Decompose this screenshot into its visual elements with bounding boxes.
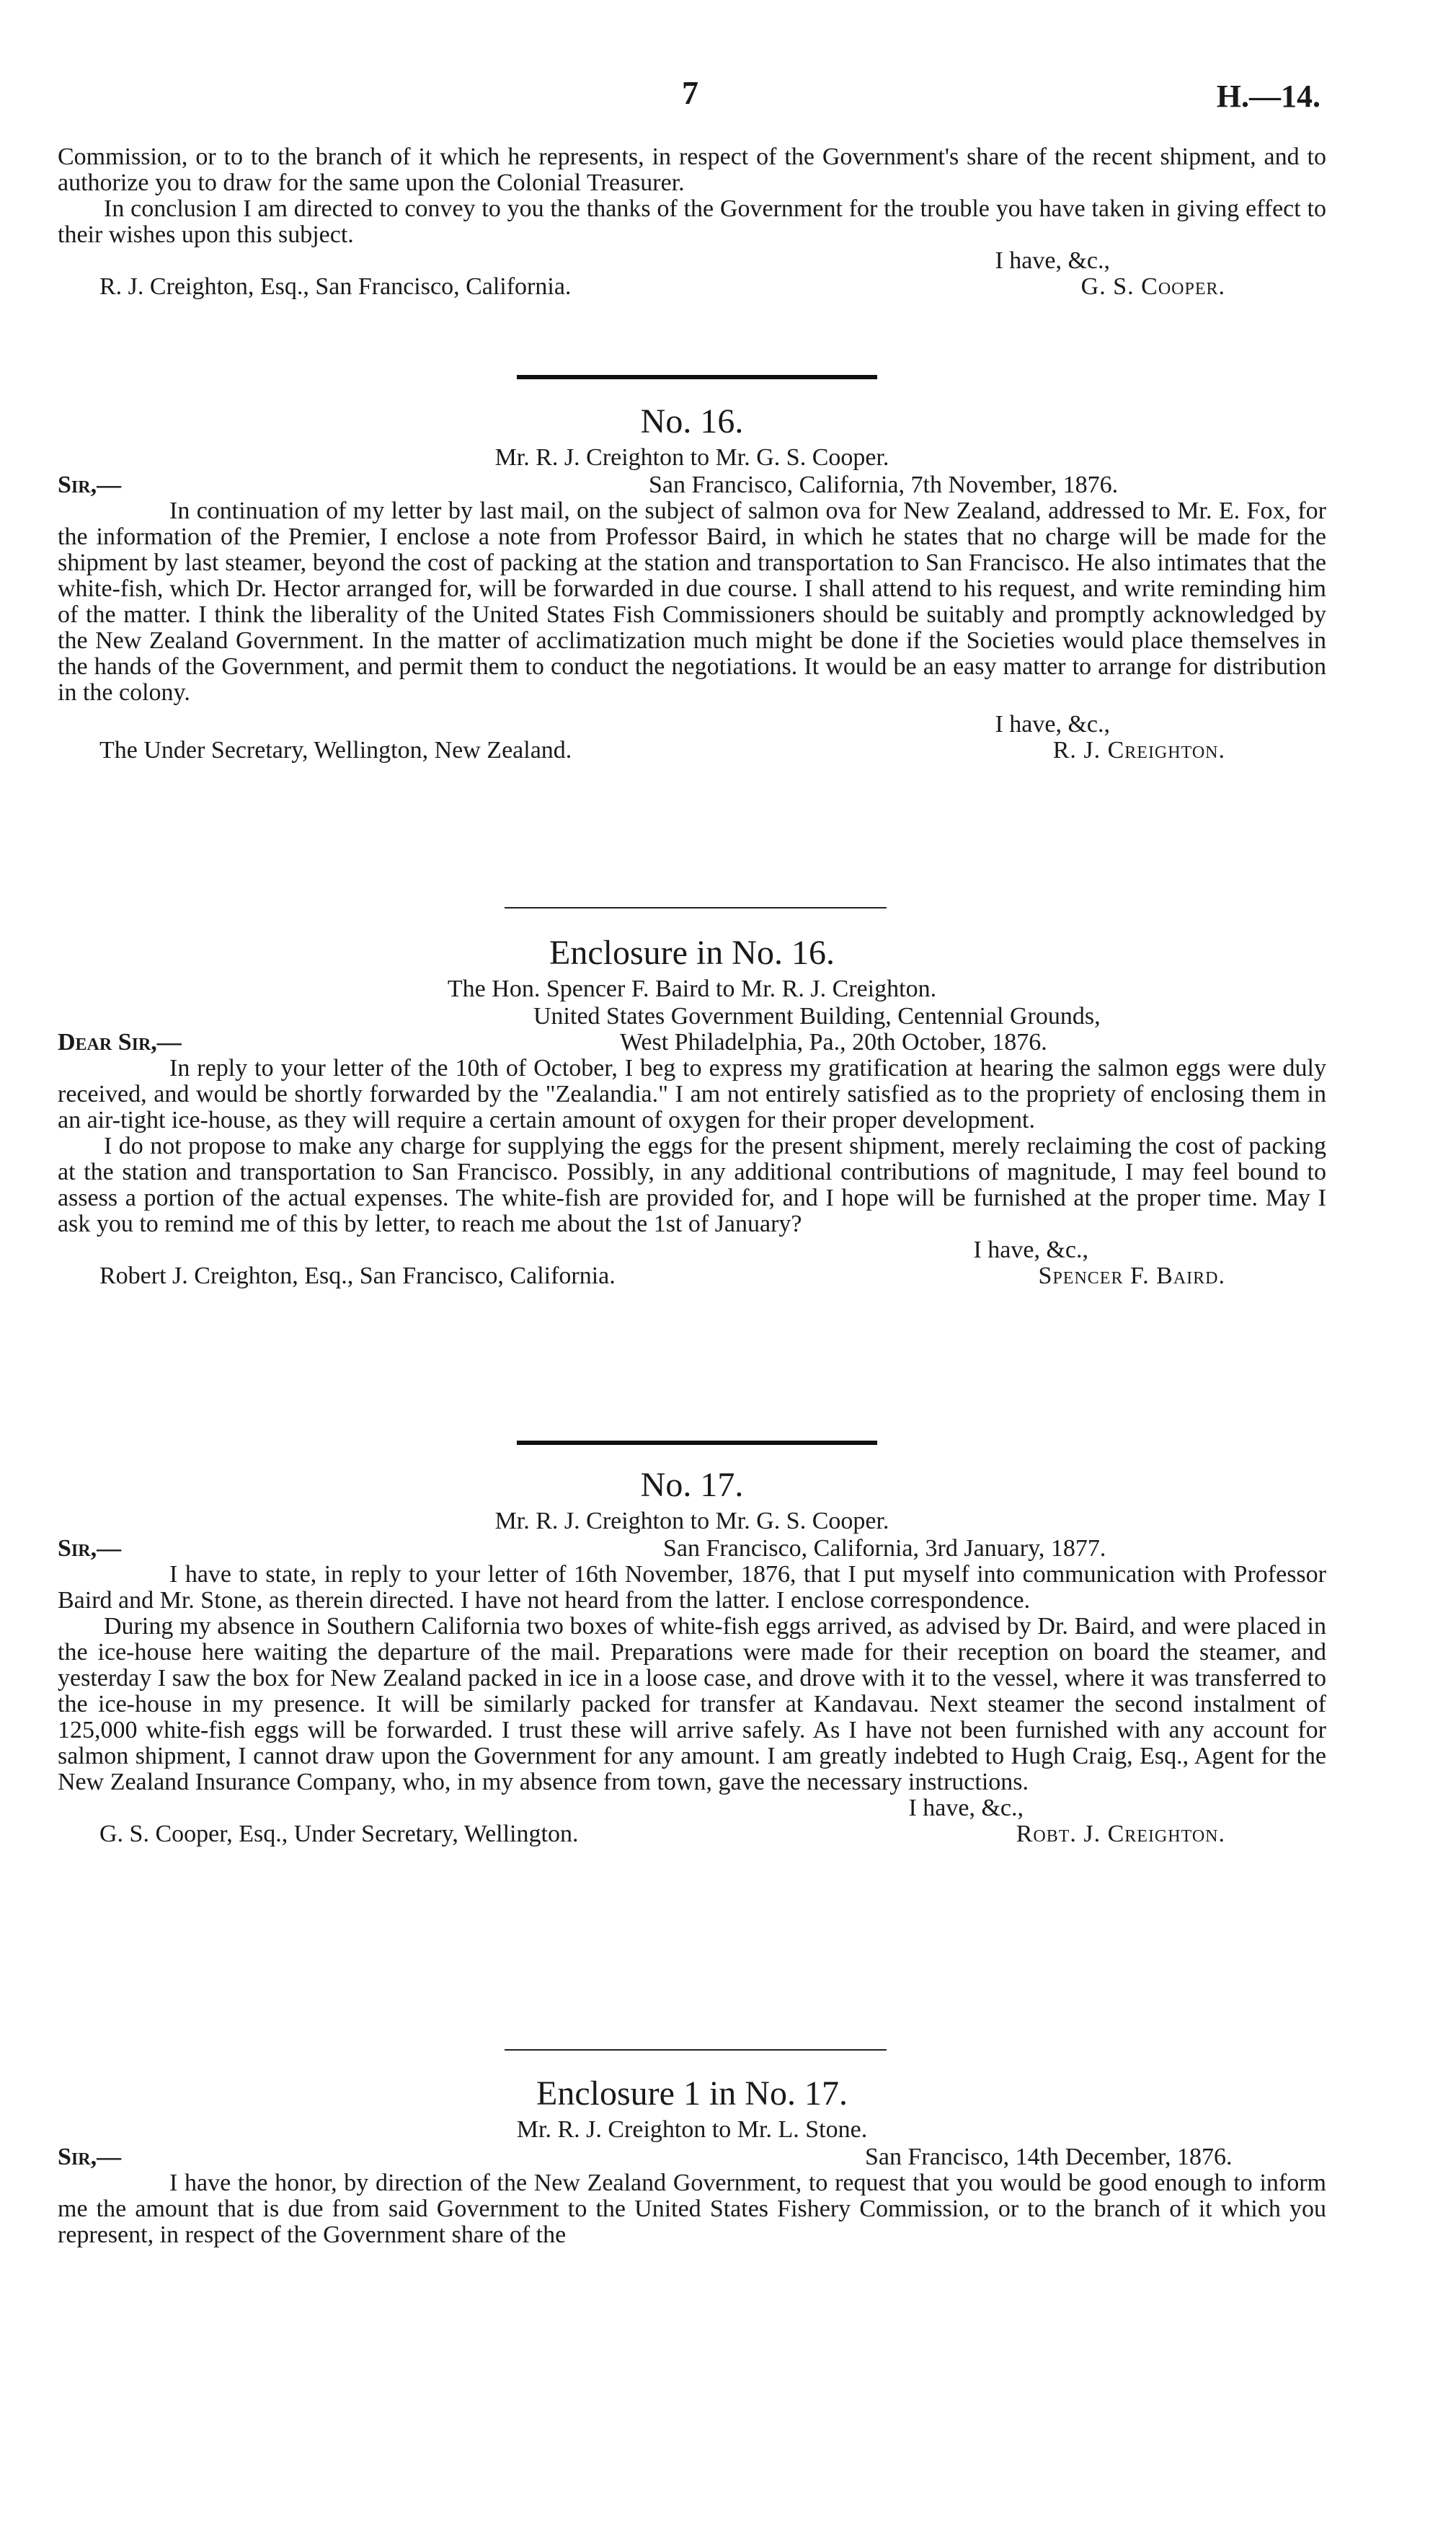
enc16-address-line2: West Philadelphia, Pa., 20th October, 1876. [620,1029,1047,1056]
section-divider-thick [517,375,877,379]
enc16-address-row [58,1004,1326,1030]
enc1-17-subtitle: Mr. R. J. Creighton to Mr. L. Stone. [516,2116,868,2143]
no17-title: No. 17. [640,1466,744,1504]
no16-subtitle: Mr. R. J. Creighton to Mr. G. S. Cooper. [494,444,889,471]
enc16-signature: Spencer F. Baird. [1038,1263,1225,1289]
no16-body: In continuation of my letter by last mail, on the subject of salmon ova for New Zealand, addressed to Mr. E. Fox, for the information of the Premier, I enclose a note from Professor Baird, in which he states that no charge will be made for the shipment by last steamer, beyond the cost of packing at the station and transportation to San Francisco. He also intimates that the white-fish, which Dr. Hector arranged for, will be forwarded in due course. I shall attend to his request, and write reminding him of the matter. I think the liberality of the United States Fish Commissioners should be suitably and promptly acknowledged by the New Zealand Government. In the matter of acclimatization much might be done if the Societies would place themselves in the hands of the Government, and permit them to conduct the negotiations. It would be an easy matter to arrange for distribution in the colony. [58,498,1326,706]
intro-paragraph-2: In conclusion I am directed to convey to you the thanks of the Government for the trouble you have taken in giving effect to their wishes upon this subject. [58,195,1326,248]
enclosure-no16 [58,932,1326,1289]
section-divider-thin [505,2049,887,2051]
section-divider-thick [517,1441,877,1445]
enc16-paragraph-1: In reply to your letter of the 10th of October, I beg to express my gratification at hearing the salmon eggs were duly received, and would be shortly forwarded by the "Zealandia." I am not entirely satisfied as to the propriety of enclosing them in an air-tight ice-house, as they will require a certain amount of oxygen for their proper development. [58,1055,1326,1133]
no17-signature-row [58,1821,1326,1847]
no17-paragraph-2: During my absence in Southern California two boxes of white-fish eggs arrived, as advised by Dr. Baird, and were placed in the ice-house here waiting the departure of the mail. Preparations were made for their reception on board the steamer, and yesterday I saw the box for New Zealand packed in ice in a loose case, and drove with it to the vessel, where it was transferred to the ice-house in my presence. It will be similarly packed for transfer at Kandavau. Next steamer the second instalment of 125,000 white-fish eggs will be forwarded. I trust these will arrive safely. As I have not been furnished with any account for salmon shipment, I cannot draw upon the Government for any amount. I am greatly indebted to Hugh Craig, Esq., Agent for the New Zealand Insurance Company, who, in my absence from town, gave the necessary instructions. [58,1613,1326,1795]
letter-no17 [58,1464,1326,1847]
no16-signature: R. J. Creighton. [1052,737,1225,764]
enclosure-1-no17 [58,2072,1326,2248]
no17-paragraph-1: I have to state, in reply to your letter of 16th November, 1876, that I put myself into communication with Professor Baird and Mr. Stone, as therein directed. I have not heard from the latter. I enclose correspondence. [58,1561,1326,1614]
no17-salutation: Sir,— [58,1535,122,1562]
intro-signature: G. S. Cooper. [1080,273,1225,300]
no16-addressee: The Under Secretary, Wellington, New Zealand. [99,737,572,764]
enc16-addressee: Robert J. Creighton, Esq., San Francisco, California. [99,1263,616,1289]
enc16-salutation: Dear Sir,— [58,1029,182,1056]
section-divider-thin [505,907,887,908]
enc1-17-body: I have the honor, by direction of the New Zealand Government, to request that you would be good enough to inform me the amount that is due from said Government to the United States Fishery Commission, or to the branch of it which you represent, in respect of the Government share of the [58,2170,1326,2248]
intro-section [58,144,1326,300]
enc16-salutation-row [58,1030,1326,1056]
no16-place-date: San Francisco, California, 7th November, 1876. [649,472,1119,498]
intro-closing: I have, &c., [995,247,1110,274]
enc16-closing: I have, &c., [973,1237,1088,1263]
enc16-signature-row [58,1263,1326,1289]
document-reference: H.—14. [1216,79,1320,114]
enc16-paragraph-2: I do not propose to make any charge for supplying the eggs for the present shipment, merely reclaiming the cost of packing at the station and transportation to San Francisco. Possibly, in any additional contributions of magnitude, I may feel bound to assess a portion of the actual expenses. The white-fish are provided for, and I hope will be furnished at the proper time. May I ask you to remind me of this by letter, to reach me about the 1st of January? [58,1133,1326,1237]
intro-addressee: R. J. Creighton, Esq., San Francisco, California. [99,273,572,300]
enc16-address-line1: United States Government Building, Centennial Grounds, [533,1003,1101,1030]
no17-closing: I have, &c., [908,1795,1024,1821]
no16-title: No. 16. [640,402,744,441]
intro-paragraph-1: Commission, or to to the branch of it which he represents, in respect of the Government's share of the recent shipment, and to authorize you to draw for the same upon the Colonial Treasurer. [58,143,1326,196]
enc1-17-place-date: San Francisco, 14th December, 1876. [865,2144,1233,2170]
enc1-17-title: Enclosure 1 in No. 17. [536,2074,848,2113]
intro-signature-row [58,274,1326,300]
page-number: 7 [682,74,698,111]
letter-no16 [58,400,1326,764]
no17-salutation-row [58,1536,1326,1562]
enc16-subtitle: The Hon. Spencer F. Baird to Mr. R. J. Creighton. [447,976,937,1002]
no17-place-date: San Francisco, California, 3rd January, 1877. [663,1535,1106,1562]
no17-addressee: G. S. Cooper, Esq., Under Secretary, Wellington. [99,1821,579,1847]
enc1-17-salutation: Sir,— [58,2144,122,2170]
no17-signature: Robt. J. Creighton. [1016,1821,1225,1847]
no17-subtitle: Mr. R. J. Creighton to Mr. G. S. Cooper. [494,1508,889,1534]
no16-salutation-row [58,472,1326,498]
no16-salutation: Sir,— [58,472,122,498]
enc16-title: Enclosure in No. 16. [549,934,835,972]
enc1-17-salutation-row [58,2144,1326,2170]
no16-signature-row [58,738,1326,764]
no16-closing: I have, &c., [995,711,1110,738]
